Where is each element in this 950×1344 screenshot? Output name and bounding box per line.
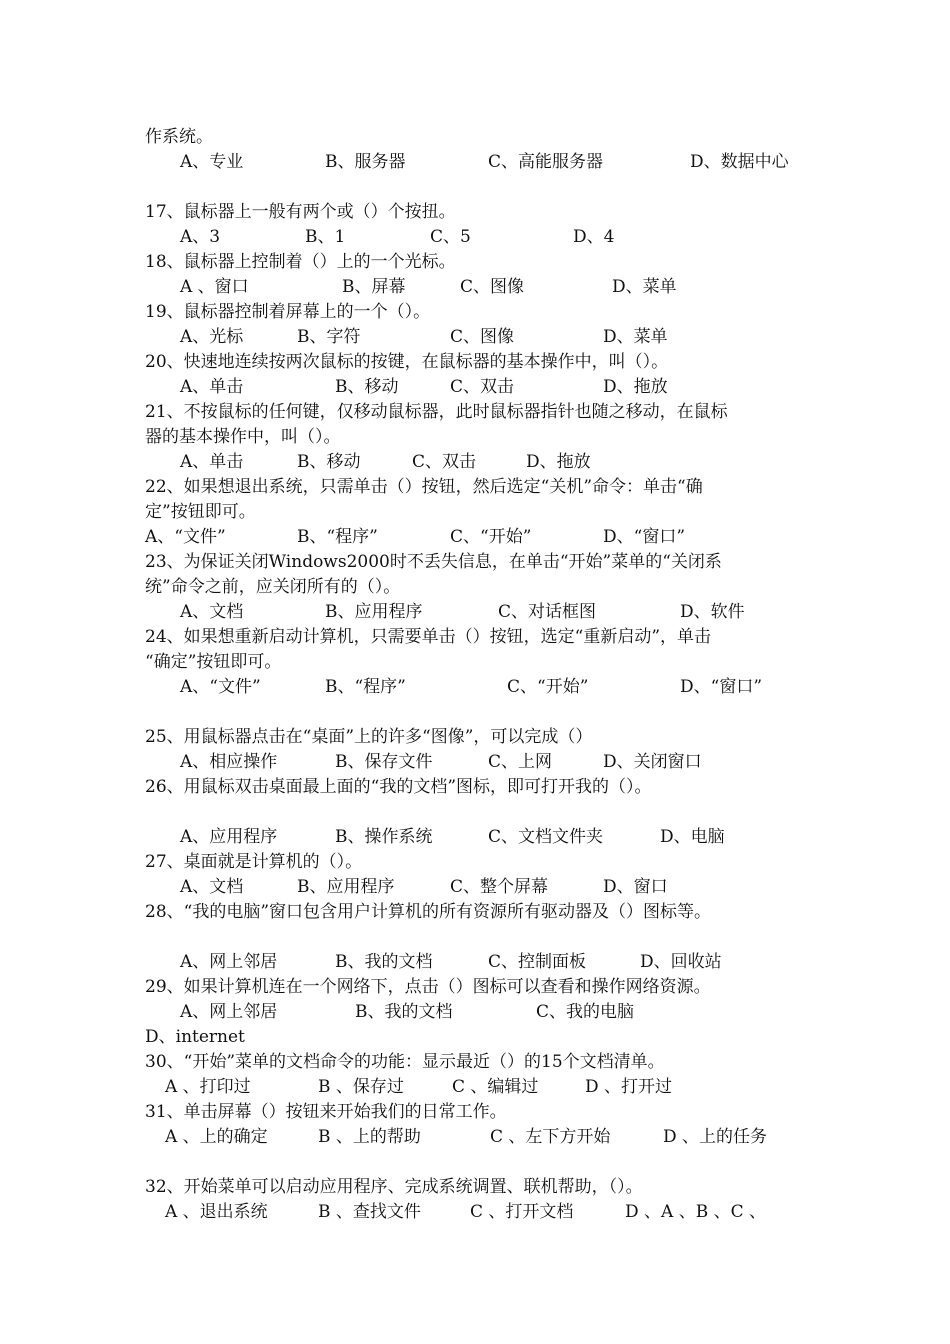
question-17: 17、鼠标器上一般有两个或（）个按扭。: [145, 202, 456, 222]
option-a: A、单击: [180, 452, 244, 472]
question-19: 19、鼠标器控制着屏幕上的一个（）。: [145, 302, 431, 322]
question-28: 28、“我的电脑”窗口包含用户计算机的所有资源所有驱动器及（）图标等。: [145, 902, 712, 922]
option-a: A、文档: [180, 602, 244, 622]
option-c: C、对话框图: [498, 602, 597, 622]
option-a: A 、窗口: [180, 277, 249, 297]
option-d: D、拖放: [603, 377, 668, 397]
option-d: D、拖放: [526, 452, 591, 472]
option-a: A、专业: [180, 152, 244, 172]
question-16-tail: 作系统。: [145, 127, 213, 147]
option-a: A、3: [180, 227, 221, 247]
option-c: C、“开始”: [507, 677, 589, 697]
option-b: B、操作系统: [335, 827, 433, 847]
option-b: B、字符: [297, 327, 361, 347]
option-b: B、保存文件: [335, 752, 433, 772]
question-31: 31、单击屏幕（）按钮来开始我们的日常工作。: [145, 1102, 507, 1122]
option-a: A 、上的确定: [165, 1127, 268, 1147]
option-c: C、文档文件夹: [488, 827, 604, 847]
option-a: A 、退出系统: [165, 1202, 268, 1222]
option-c: C、双击: [412, 452, 477, 472]
question-22-line1: 22、如果想退出系统，只需单击（）按钮，然后选定“关机”命令：单击“确: [145, 477, 703, 497]
option-b: B、移动: [297, 452, 361, 472]
option-c: C 、打开文档: [470, 1202, 574, 1222]
option-c: C、图像: [460, 277, 525, 297]
question-18: 18、鼠标器上控制着（）上的一个光标。: [145, 252, 456, 272]
option-c: C、5: [430, 227, 471, 247]
option-a: A、“文件”: [180, 677, 261, 697]
question-25: 25、用鼠标器点击在“桌面”上的许多“图像”，可以完成（）: [145, 727, 593, 747]
option-d: D、关闭窗口: [603, 752, 702, 772]
question-21-line1: 21、不按鼠标的任何键，仅移动鼠标器，此时鼠标器指针也随之移动，在鼠标: [145, 402, 728, 422]
option-d: D、软件: [680, 602, 745, 622]
question-29: 29、如果计算机连在一个网络下，点击（）图标可以查看和操作网络资源。: [145, 977, 711, 997]
option-d: D、“窗口”: [680, 677, 763, 697]
question-22-line2: 定”按钮即可。: [145, 502, 256, 522]
option-d: D、数据中心: [690, 152, 789, 172]
option-a: A、相应操作: [180, 752, 278, 772]
question-21-line2: 器的基本操作中，叫（）。: [145, 427, 341, 447]
option-a: A 、打印过: [165, 1077, 251, 1097]
option-d: D、4: [573, 227, 615, 247]
question-30: 30、“开始”菜单的文档命令的功能：显示最近（）的15个文档清单。: [145, 1052, 665, 1072]
option-b: B、1: [305, 227, 346, 247]
option-b: B、应用程序: [297, 877, 395, 897]
option-c: C、“开始”: [450, 527, 532, 547]
question-27: 27、桌面就是计算机的（）。: [145, 852, 363, 872]
option-d: D、菜单: [603, 327, 668, 347]
option-d: D 、A 、B 、C 、: [625, 1202, 767, 1222]
question-23-line2: 统”命令之前，应关闭所有的（）。: [145, 577, 401, 597]
option-b: B、应用程序: [325, 602, 423, 622]
option-b: B、“程序”: [297, 527, 378, 547]
option-a: A、应用程序: [180, 827, 278, 847]
option-c: C、高能服务器: [488, 152, 604, 172]
question-24-line2: “确定”按钮即可。: [145, 652, 282, 672]
option-c: C、上网: [488, 752, 553, 772]
option-d: D、菜单: [612, 277, 677, 297]
option-c: C、图像: [450, 327, 515, 347]
option-c: C 、编辑过: [452, 1077, 539, 1097]
option-c: C、双击: [450, 377, 515, 397]
option-b: B、我的文档: [355, 1002, 453, 1022]
option-b: B、移动: [335, 377, 399, 397]
option-c: C、我的电脑: [536, 1002, 635, 1022]
option-c: C、控制面板: [488, 952, 587, 972]
option-b: B、屏幕: [342, 277, 406, 297]
option-d: D、电脑: [660, 827, 725, 847]
question-32: 32、开始菜单可以启动应用程序、完成系统调置、联机帮助，（）。: [145, 1177, 643, 1197]
option-d: D、窗口: [603, 877, 668, 897]
question-20: 20、快速地连续按两次鼠标的按键，在鼠标器的基本操作中，叫（）。: [145, 352, 669, 372]
question-23-line1: 23、为保证关闭Windows2000时不丢失信息，在单击“开始”菜单的“关闭系: [145, 552, 722, 572]
option-b: B 、查找文件: [318, 1202, 421, 1222]
option-d: D 、打开过: [585, 1077, 673, 1097]
option-a: A、文档: [180, 877, 244, 897]
option-b: B 、上的帮助: [318, 1127, 421, 1147]
option-29-d: D、internet: [145, 1027, 245, 1047]
option-a: A、网上邻居: [180, 952, 278, 972]
option-a: A、单击: [180, 377, 244, 397]
option-a: A、光标: [180, 327, 244, 347]
option-c: C 、左下方开始: [490, 1127, 611, 1147]
option-a: A、网上邻居: [180, 1002, 278, 1022]
option-b: B 、保存过: [318, 1077, 404, 1097]
question-24-line1: 24、如果想重新启动计算机，只需要单击（）按钮，选定“重新启动”，单击: [145, 627, 712, 647]
option-d: D 、上的任务: [663, 1127, 768, 1147]
option-a: A、“文件”: [145, 527, 226, 547]
question-26: 26、用鼠标双击桌面最上面的“我的文档”图标，即可打开我的（）。: [145, 777, 652, 797]
option-c: C、整个屏幕: [450, 877, 549, 897]
option-d: D、回收站: [640, 952, 722, 972]
option-b: B、“程序”: [325, 677, 406, 697]
option-d: D、“窗口”: [603, 527, 686, 547]
option-b: B、我的文档: [335, 952, 433, 972]
option-b: B、服务器: [325, 152, 406, 172]
